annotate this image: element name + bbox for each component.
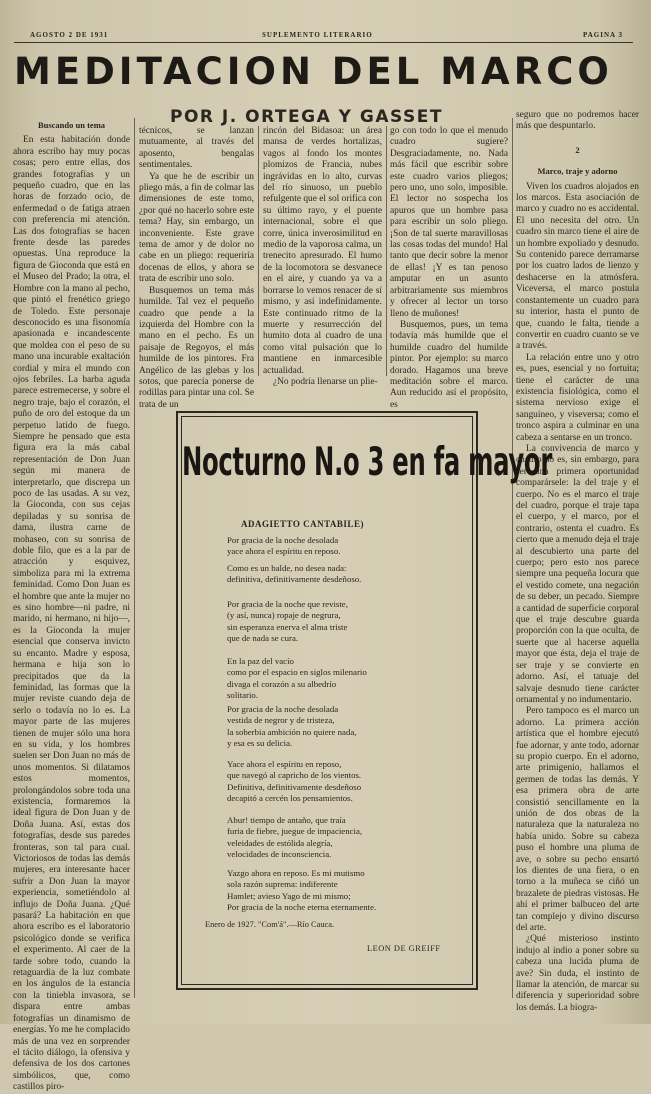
paragraph: La relación entre uno y otro es, pues, esencial y no fortuita; tiene el carácter de una existencia fisiológica, como el sistema nervioso exige el sanguíneo, y viseversa; como el tronco aspira a culminar en una cabeza a sentarse en un tronco. xyxy=(516,352,639,443)
column-rule xyxy=(258,126,259,376)
column-rule xyxy=(386,126,387,376)
poem-subtitle: ADAGIETTO CANTABILE) xyxy=(241,519,364,529)
header-rule xyxy=(14,42,633,43)
header-page-number: PAGINA 3 xyxy=(583,31,623,39)
poem-stanza: En la paz del vacío como por el espacio en siglos milenario divaga el corazón a su albedrío solitario. xyxy=(227,656,367,700)
header-date: AGOSTO 2 DE 1931 xyxy=(30,31,109,39)
poem-stanza: Abur! tiempo de antaño, que traía furia de fiebre, juegue de impaciencia, veleidades de estólida alegría, velocidades de inconsciencia. xyxy=(227,815,363,859)
paragraph: Viven los cuadros alojados en los marcos. Esta asociación de marco y cuadro no es accidental. El uno necesita del otro. Un cuadro sin marco tiene el aire de un hombre expoliado y desnudo. Su contenido parece derramarse por los cuatro lados de lienzo y deshacerse en la atmósfera. Viceversa, el marco postula constantemente un cuadro para su interior, hasta el punto de que, cuando le falta, tiende a convertir en cuadro cuanto se ve a través. xyxy=(516,181,639,352)
poem-stanza: Por gracia de la noche desolada vestida de negror y de tristeza, la soberbia ambición no quiere nada, y esa es su delicia. xyxy=(227,704,357,748)
section-number: 2 xyxy=(575,144,580,155)
article-column-3 xyxy=(263,126,382,387)
paragraph: Busquemos, pues, un tema todavía más humilde que el humilde cuadro del humilde pintor. Por ejemplo: su marco dorado. Hagamos una breve meditación sobre el marco. Aun reducido así el propósito, es xyxy=(390,319,508,410)
column-rule xyxy=(512,118,513,998)
paragraph: Ya que he de escribir un pliego más, a fin de colmar las dimensiones de este tomo, ¿por qué no hacerlo sobre este tema? Hay, sin embargo, un inconveniente. Este grave tema de amor y de dolor no cabe en un pliego: requeriría docenas de ellos, y ahora se trata de escribir uno solo. xyxy=(139,171,254,285)
article-column-1 xyxy=(13,118,130,1093)
poem-stanza: Por gracia de la noche que reviste, (y así, nunca) ropaje de negrura, sin esperanza enerva el alma triste que de nada se cura. xyxy=(227,599,348,643)
article-title: MEDITACION DEL MARCO xyxy=(14,50,613,93)
paragraph: rincón del Bidasoa: un área mansa de verdes hortalizas, vagos al fondo los montes plomizos de Francia, nubes ingrávidas en lo alto, curvas del río sinuoso, un pueblo refulgente que el sol orifica con su último rayo, y el puente internacional, sobre el que corre, única inverosimilitud en medio de la vaporosa calma, un trenecito apresurado. El humo de la locomotora se desvanece en el aire, y cuando ya va a borrarse lo vemos renacer de sí mismo, y así indefinidamente. Este continuado ritmo de la muerte y resurrección del humito dota al cuadro de una como vital pulsación que lo mantiene en inmarcesible actualidad. xyxy=(263,126,382,376)
poem-stanza: Como es un balde, no desea nada: definitiva, definitivamente desdeñoso. xyxy=(227,563,362,585)
article-column-5 xyxy=(516,110,639,1013)
paragraph: Pero tampoco es el marco un adorno. La primera acción artística que el hombre ejecutó fue adornar, y ante todo, adornar su propio cuerpo. En el adorno, arte primigenio, hallamos el germen de todas las demás. Y esa primera obra de arte consistió sencillamente en la unión de dos obras de la naturaleza que la naturaleza no había unido. Sobre su cabeza puso el hombre una pluma de ave, o sobre su pecho ensartó los dientes de una fiera, o en torno a la muñeca se ciñó un brazalete de piedras vistosas. He ahí el primer balbuceo del arte tan complejo y divino discurso del arte. xyxy=(516,706,639,934)
paragraph: ¿No podría llenarse un plie- xyxy=(273,376,378,387)
paragraph: En esta habitación donde ahora escribo hay muy pocas cosas; pero entre ellas, dos grandes fotografías y un pequeño cuadro, que en las horas de forzado ocio, de enfermedad o de fatiga atraen con preferencia mi atención. Las dos fotografías se hacen frente desde las paredes opuestas. Una reproduce la figura de Gioconda que está en el Museo del Prado; la otra, el Hombre con la mano al pecho, que pintó el frenético griego de Toledo. Este personaje desconocido es una fisonomía apasionada e incandescente que moldea con el peso de su mano una incurable exaltación cordial y mira el mundo con ojos febriles. La barba aguda parece estremecerse, y sobre el negro traje, bajo el corazón, el puño de oro del estoque da un perpetuo latido de fuego. Siempre he pensado que esta figura era la más cabal representación de Don Juan según mi manera de interpretarlo, que discrepa un poco de las usadas. A su vez, la Gioconda, con sus cejas depiladas y su sonrisa de dama, ilustra carne de mohaseo, con su sonrisa de doble filo, que es a la par de atracción y esquivez, simboliza para mi la extrema feminidad. Como Don Juan es el hombre que ante la mujer no es sino hombre—ni padre, ni marido, ni hermano, ni hijo—, es la Gioconda la mujer esencial que conserva invicto su encanto. Madre y esposa, hermana e hija son lo precipitados que da la feminidad, las formas que la mujer reviste cuando deja de serlo o todavía no lo es. La mayor parte de las mujeres tienen de mujer sólo una hora en su vida, y los hombres suelen ser Don Juan no más de unos momentos. Si dilatamos estos momentos, prolongándolos sobre toda una existencia, formaremos la ideal figura de Don Juan y de Doña Juana. Así, estas dos fotografías, desde sus paredes fronteras, son tal para cual. Victoriosos de todas las demás mujeres, era interesante hacer sufrir a Don Juan la mayor experiencia, sometiéndolo al influjo de Doña Juana. ¿Qué pasará? La habitación en que ahora escribo es el laboratorio psicológico donde se verifica el experimento. Al caer de la tarde sobre todo, cuando la retaguardia de la luz combate en los ángulos de la estancia con la tiniebla invasora, se dispara entre ambas fotografías un dinamismo de energías. Yo me he complacido más de una vez en sorprender el tácito diálogo, la ofensiva y defensiva de los dos cartones simbólicos, que, como castillos piro- xyxy=(13,135,130,1093)
paragraph: seguro que no podremos hacer más que despuntarlo. xyxy=(516,110,639,132)
article-column-4 xyxy=(390,126,508,410)
article-column-2 xyxy=(139,126,254,410)
poem-author: LEON DE GREIFF xyxy=(367,944,441,953)
column-rule xyxy=(134,118,135,998)
header-section: SUPLEMENTO LITERARIO xyxy=(262,31,373,39)
paragraph: go con todo lo que el menudo cuadro sugiere? Desgraciadamente, no. Nada más fácil que escribir sobre este cuadro varios pliegos; pero uno, uno solo, imposible. El lector no sospecha los apuros que un hombre pasa para escribir un solo pliego. ¡Son de tal suerte maravillosas las cosas todas del mundo! Hal tanto que decir sobre la menor de ellas! ¡Y es tan penoso amputar en un asunto arbitrariamente sus miembros y ofrecer al lector un torso lleno de muñones! xyxy=(390,126,508,319)
section-heading: Marco, traje y adorno xyxy=(537,166,618,177)
poem-stanza: Por gracia de la noche desolada yace ahora el espíritu en reposo. xyxy=(227,535,341,557)
poem-stanza: Yace ahora el espíritu en reposo, que navegó al capricho de los vientos. Definitiva, definitivamente desdeñoso decapitó a cercén los pensamientos. xyxy=(227,759,362,803)
poem-stanza: Yazgo ahora en reposo. Es mi mutismo sola razón suprema: indiferente Hamlet; avieso Yago de mi mismo; Por gracia de la noche eterna eternamente. xyxy=(227,868,377,912)
paragraph: Busquemos un tema más humilde. Tal vez el pequeño cuadro que pende a la izquierda del Hombre con la mano en el pecho. Es un paisaje de Regoyos, el más humilde de los pintores. Fra Angélico de las glebas y los sotos, que parecía ponerse de rodillas para pintar una col. Se trata de un xyxy=(139,285,254,410)
paragraph: La convivencia de marco y cuadro no es, sin embargo, para ser una primera oportunidad comparársele: la del traje y el cuerpo. No es el marco el traje del cuadro, porque el traje tapa el cuerpo, y el marco, por el contrario, ostenta el cuadro. Es cierto que a menudo deja el traje al descubierto una parte del cuerpo; pero esto nos parece siempre una pequeña locura que el vestido comete, una negación de su deber, un pecado. Siempre a cantidad de superficie corporal que el traje descubre guarda proporción con la que oculta, de suerte que al hacerse aquella mayor que ésta, deja el traje de ser traje y se convierte en adorno. Así, el tatuaje del salvaje desnudo tiene carácter ornamental y no indumentario. xyxy=(516,443,639,705)
poem-dateline: Enero de 1927. "Com'á".—Río Cauca. xyxy=(205,920,335,929)
paragraph: ¿Qué misterioso instinto indujo al indio a poner sobre su cabeza una lucida pluma de ave? Sin duda, el instinto de llamar la atención, de marcar su diferencia y superioridad sobre los demás. La biogra- xyxy=(516,934,639,1013)
article-byline: POR J. ORTEGA Y GASSET xyxy=(170,107,443,127)
paragraph: técnicos, se lanzan mutuamente, al través del aposento, bengalas sentimentales. xyxy=(139,126,254,171)
section-heading: Buscando un tema xyxy=(37,120,106,130)
poem-title: Nocturno N.o 3 en fa mayor xyxy=(182,440,553,485)
